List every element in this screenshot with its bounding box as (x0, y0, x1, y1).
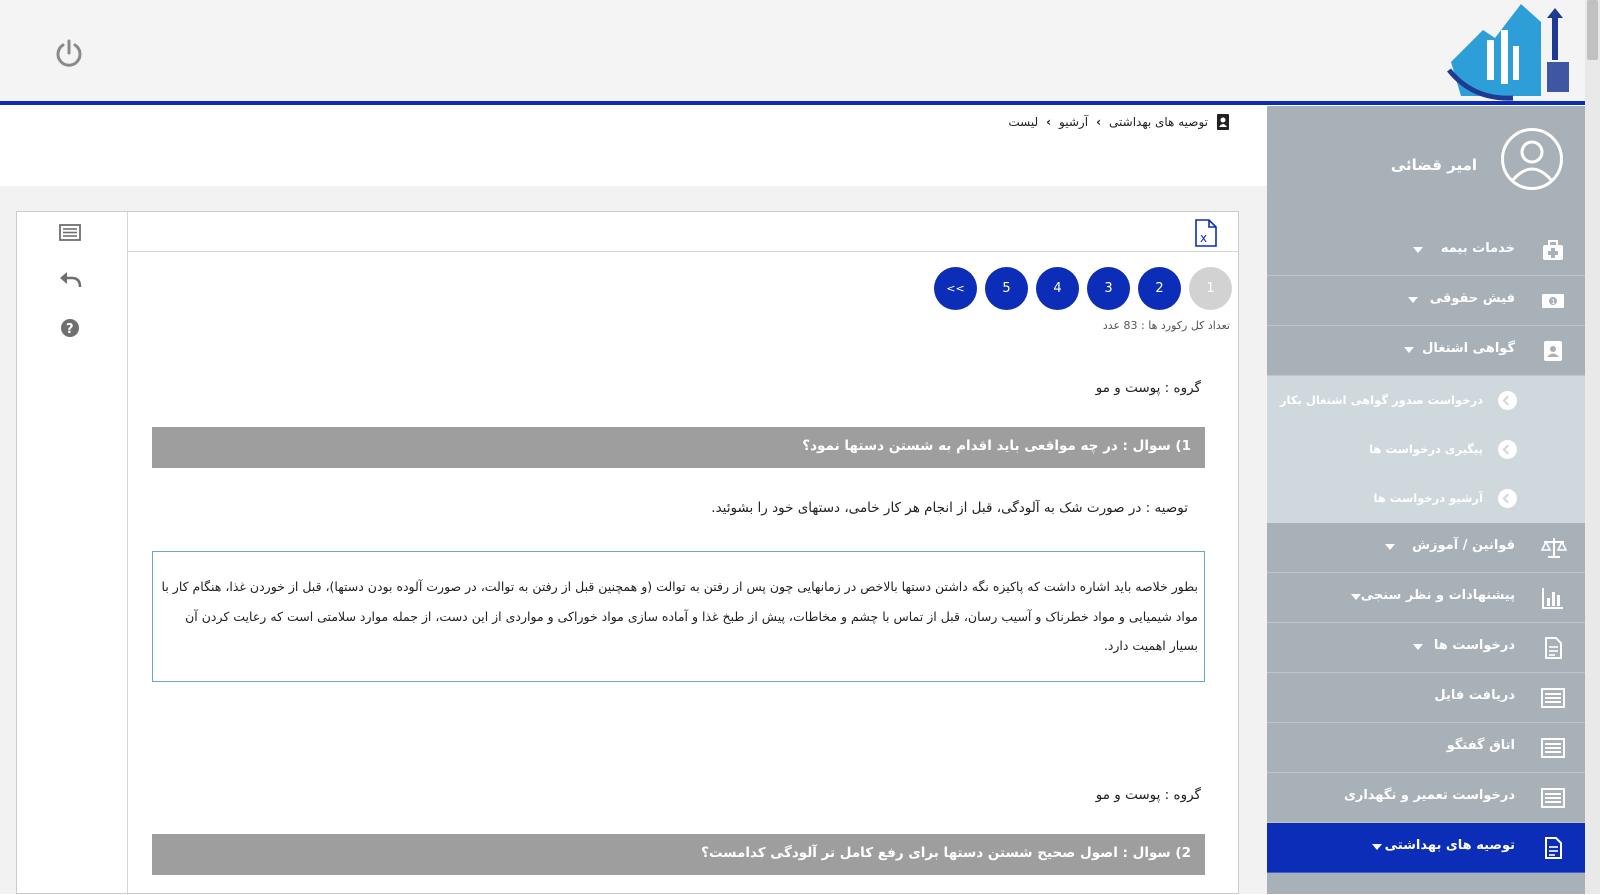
sidebar-item-insurance-services[interactable] (1267, 226, 1585, 276)
sidebar-item-health-advice[interactable] (1262, 823, 1585, 873)
submenu-item-label: آرشیو درخواست ها (1373, 491, 1483, 505)
next-pages-button[interactable]: << (934, 267, 977, 310)
advice-text: توصیه : در صورت شک به آلودگی، قبل از انجام هر کار خامی، دستهای خود را بشوئید. (711, 500, 1188, 516)
sidebar-item-label: درخواست تعمیر و نگهداری (1343, 788, 1515, 803)
page-button[interactable]: 2 (1138, 267, 1181, 310)
submenu-item-label: پیگیری درخواست ها (1369, 442, 1483, 456)
submenu-item-request-certificate[interactable] (1267, 376, 1585, 425)
portal-logo[interactable] (1443, 0, 1585, 102)
sidebar-item-maintenance-request[interactable] (1267, 773, 1585, 823)
svg-text:x: x (1200, 231, 1208, 245)
page-scrollbar[interactable] (1585, 0, 1600, 894)
sidebar-item-payslip[interactable] (1267, 276, 1585, 326)
excel-export-icon[interactable] (1194, 219, 1218, 247)
scales-icon (1541, 536, 1565, 560)
svg-text:1: 1 (1551, 298, 1556, 306)
submenu-item-track-requests[interactable] (1267, 425, 1585, 474)
user-profile (1267, 106, 1585, 226)
record-count: تعداد کل رکورد ها : 83 عدد (1102, 319, 1230, 332)
sidebar (1267, 106, 1585, 894)
chevron-down-icon (1413, 247, 1423, 253)
sidebar-item-label: فیش حقوقی (1429, 291, 1515, 306)
scrollbar-thumb[interactable] (1587, 0, 1598, 60)
bar-chart-icon (1541, 586, 1565, 610)
sidebar-item-label: قوانین / آموزش (1412, 538, 1515, 553)
question-bar (152, 834, 1205, 875)
sidebar-menu (1267, 226, 1585, 873)
user-name: امیر قضائی (1390, 156, 1477, 174)
sidebar-item-label: پیشنهادات و نظر سنجی (1360, 588, 1515, 603)
detail-text: بطور خلاصه باید اشاره داشت که پاکیزه نگه داشتن دستها بالاخص در زمانهایی چون پس از رفتن به توالت (و همچنین قبل از رفتن به توالت، در صورت آلوده بودن دستها)، قبل از خوردن غذا، هنگام کار با مواد شیمیایی و مواد خطرناک و آسیب رسان، قبل از تماس با چشم و مخاطات، پیش از طبخ غذا و آماده سازی مواد خوراکی و مواردی از این دست، از جمله موارد سلامتی است که رعایت کردن آن بسیار اهمیت دارد. (161, 579, 1198, 653)
chevron-left-icon: ‹ (1046, 115, 1052, 129)
user-avatar-icon[interactable] (1501, 128, 1563, 190)
sidebar-item-label: اتاق گفتگو (1446, 738, 1515, 753)
page-button[interactable]: 4 (1036, 267, 1079, 310)
money-icon (1541, 289, 1565, 313)
question-text: 1) سوال : در چه مواقعی باید اقدام به شستن دستها نمود؟ (802, 438, 1191, 454)
sidebar-item-label: گواهی اشتغال (1422, 341, 1515, 356)
chevron-left-circle-icon (1498, 489, 1517, 508)
sidebar-item-label: توصیه های بهداشتی (1384, 838, 1515, 853)
list-icon (1541, 736, 1565, 760)
record-group: گروه : پوست و مو (1095, 380, 1201, 396)
chevron-left-circle-icon (1498, 391, 1517, 410)
question-bar (152, 427, 1205, 468)
medical-bag-icon (1541, 239, 1565, 263)
back-arrow-icon[interactable] (58, 267, 82, 291)
side-toolbar (17, 212, 128, 895)
chevron-left-icon: ‹ (1096, 115, 1102, 129)
content-panel (16, 211, 1239, 894)
chevron-down-icon (1404, 347, 1414, 353)
sidebar-item-label: درخواست ها (1433, 638, 1515, 653)
breadcrumb-item[interactable]: لیست (1008, 115, 1039, 129)
page-button[interactable]: 3 (1087, 267, 1130, 310)
submenu-item-label: درخواست صدور گواهی اشتغال بکار (1279, 393, 1483, 407)
page-button-current[interactable]: 1 (1189, 267, 1232, 310)
address-book-icon[interactable] (1216, 114, 1230, 130)
page-button[interactable]: 5 (985, 267, 1028, 310)
list-icon (1541, 686, 1565, 710)
sidebar-item-requests[interactable] (1267, 623, 1585, 673)
chevron-down-icon (1413, 644, 1423, 650)
submenu-item-requests-archive[interactable] (1267, 474, 1585, 523)
breadcrumb (1008, 112, 1230, 132)
header-divider (0, 101, 1585, 105)
breadcrumb-item[interactable]: آرشیو (1059, 115, 1089, 129)
svg-text:?: ? (66, 322, 74, 337)
contact-card-icon (1541, 339, 1565, 363)
panel-toolbar (128, 212, 1238, 252)
power-icon[interactable] (52, 36, 86, 70)
chevron-down-icon (1408, 297, 1418, 303)
sidebar-item-laws-training[interactable] (1267, 523, 1585, 573)
sidebar-item-chat-room[interactable] (1267, 723, 1585, 773)
sidebar-item-receive-file[interactable] (1267, 673, 1585, 723)
list-view-icon[interactable] (58, 220, 82, 244)
sidebar-item-employment-certificate[interactable] (1267, 326, 1585, 376)
record-group: گروه : پوست و مو (1095, 787, 1201, 803)
breadcrumb-item[interactable]: توصیه های بهداشتی (1109, 115, 1208, 129)
list-icon (1541, 786, 1565, 810)
sidebar-item-suggestions-survey[interactable] (1267, 573, 1585, 623)
pagination (934, 267, 1232, 310)
document-icon (1541, 836, 1565, 860)
chevron-down-icon (1385, 544, 1395, 550)
help-icon[interactable] (58, 316, 82, 340)
sidebar-item-label: خدمات بیمه (1440, 241, 1515, 256)
question-text: 2) سوال : اصول صحیح شستن دستها برای رفع کامل تر آلودگی کدامست؟ (701, 845, 1191, 861)
top-header (0, 0, 1585, 101)
sidebar-item-label: دریافت فایل (1434, 688, 1515, 703)
chevron-down-icon (1372, 844, 1382, 850)
chevron-down-icon (1351, 594, 1361, 600)
document-icon (1541, 636, 1565, 660)
chevron-left-circle-icon (1498, 440, 1517, 459)
detail-box (152, 551, 1205, 682)
